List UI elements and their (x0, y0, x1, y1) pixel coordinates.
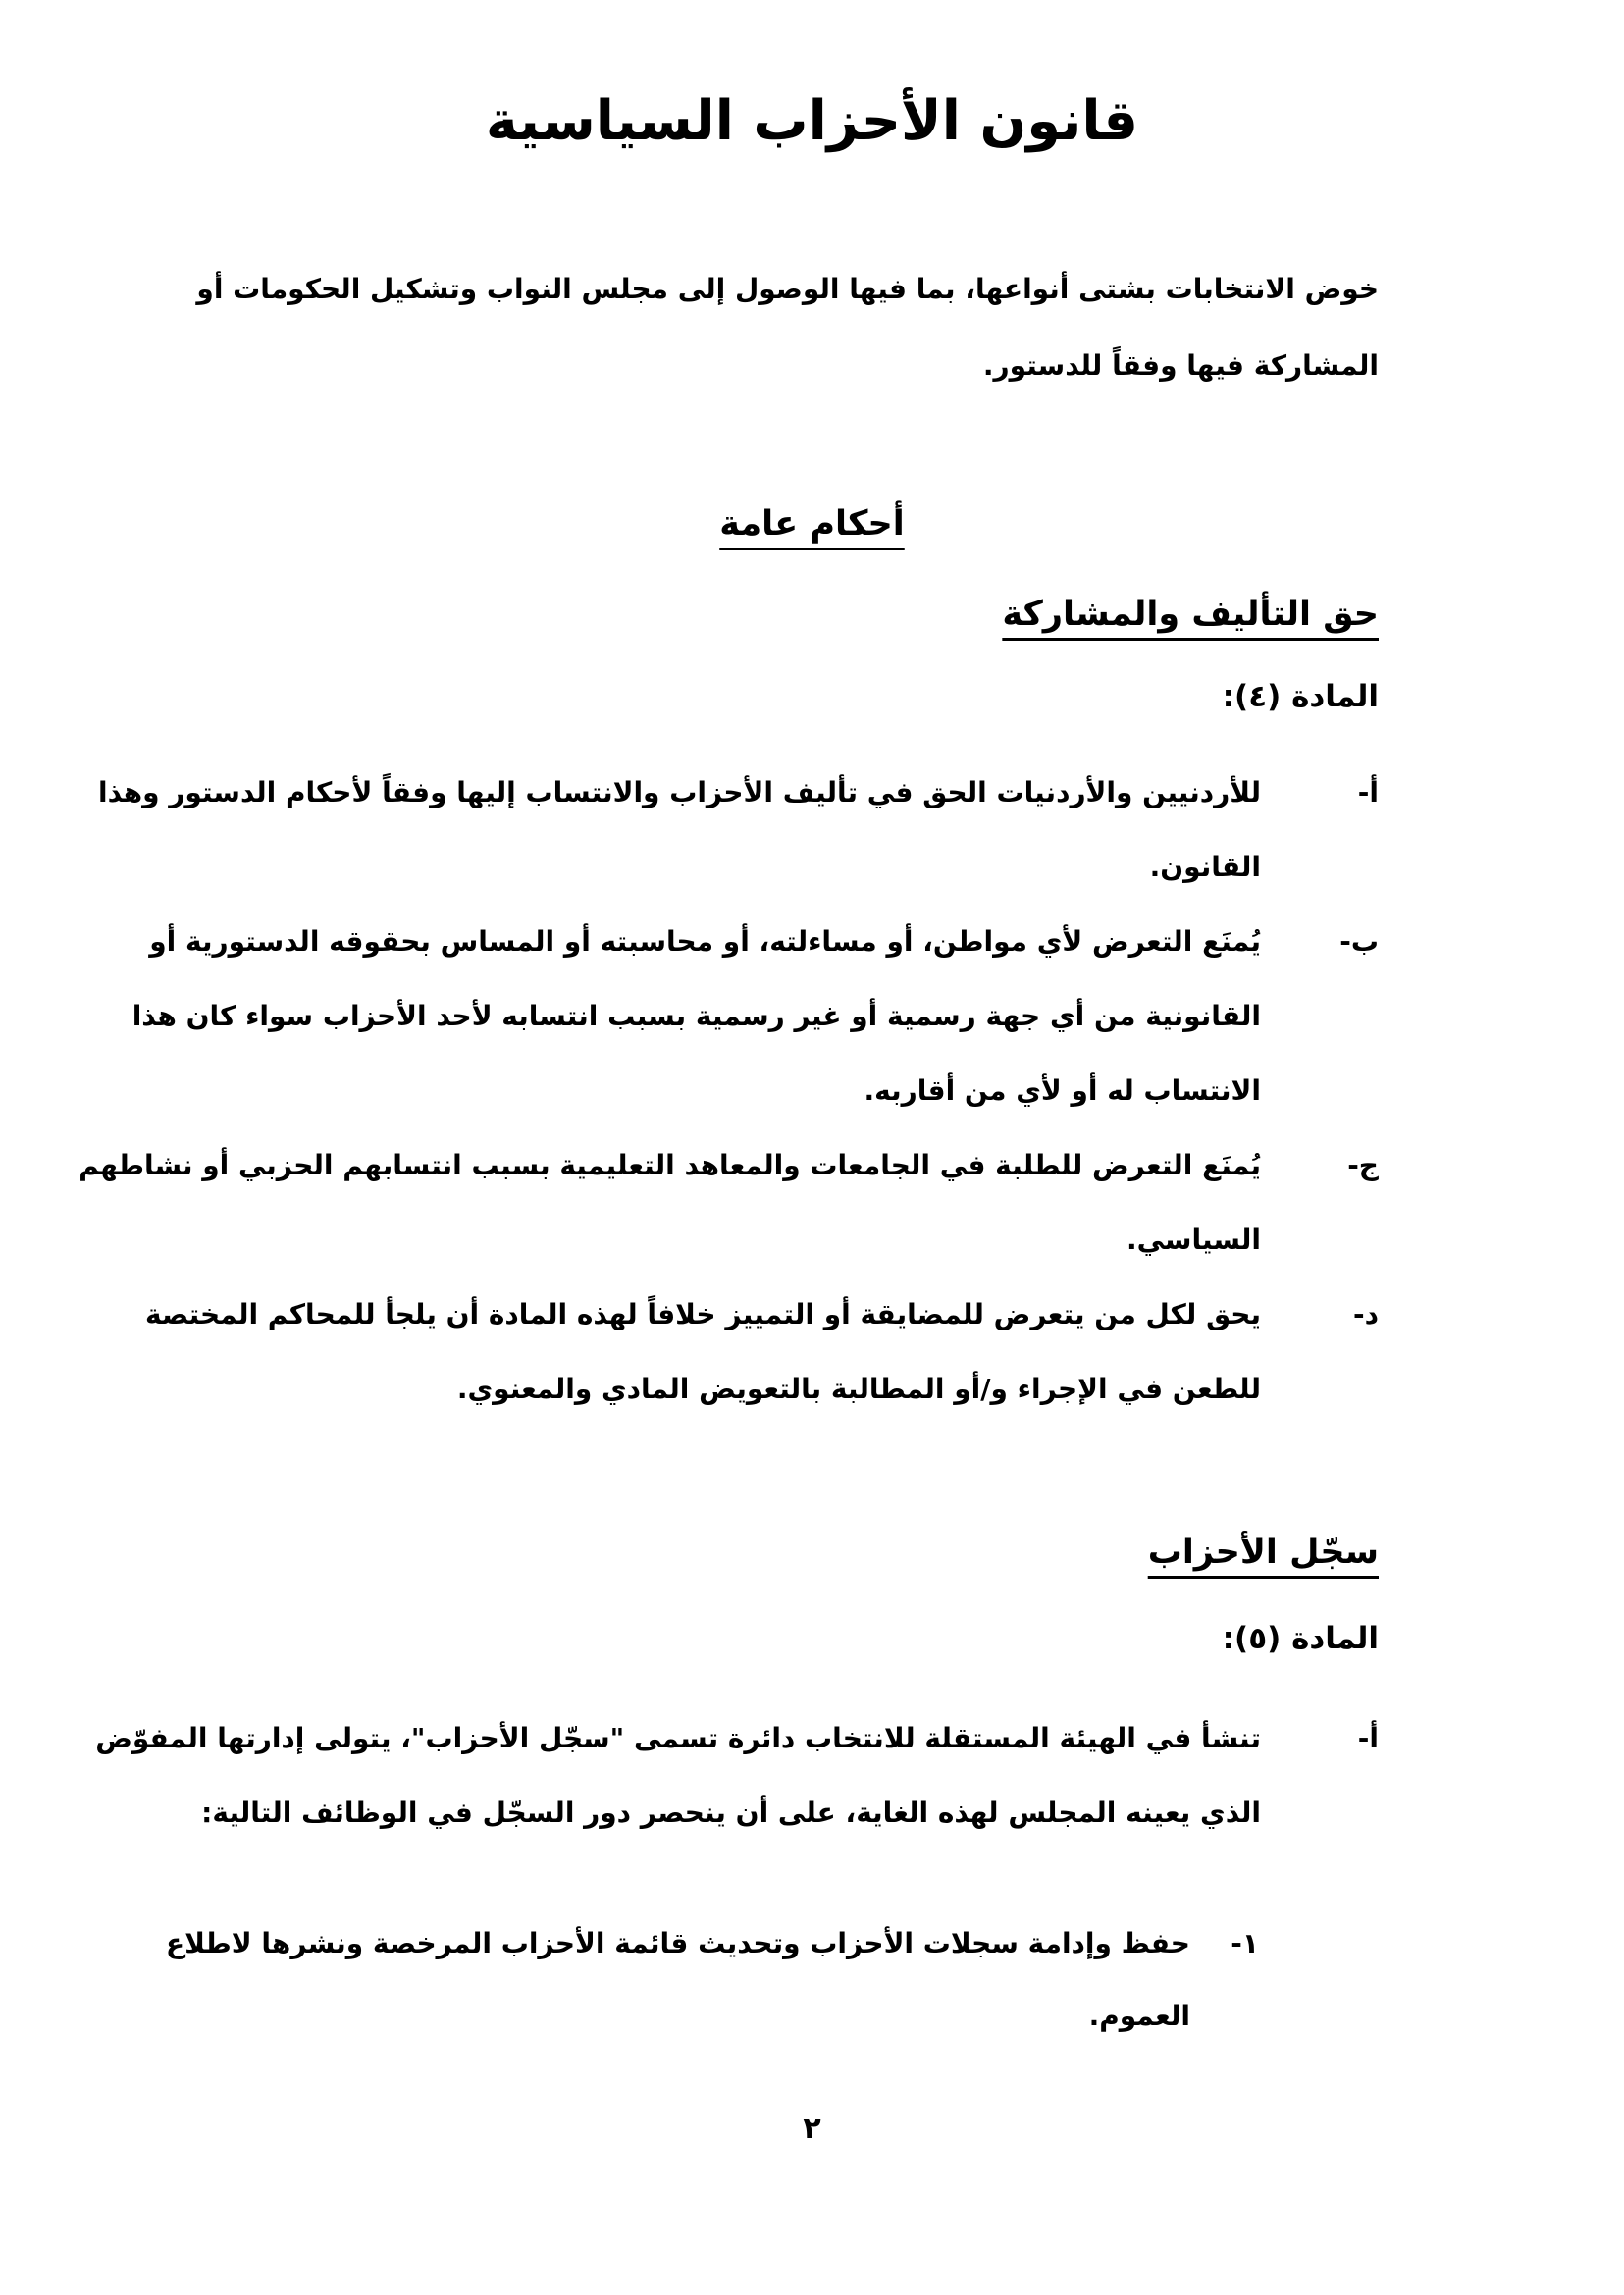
text-line: الانتساب له أو لأي من أقاربه. (864, 1074, 1261, 1107)
text-line: يُمنَع التعرض لأي مواطن، أو مساءلته، أو محاسبته أو المساس بحقوقه الدستورية أو (149, 925, 1261, 958)
article-5-items (95, 1701, 1379, 1851)
text-line: المشاركة فيها وفقاً للدستور. (982, 349, 1379, 382)
document-title: قانون الأحزاب السياسية (485, 89, 1139, 153)
list-item-marker: ج- (1347, 1149, 1379, 1181)
list-item (95, 1701, 1379, 1851)
article-5-label: المادة (٥): (1222, 1621, 1379, 1656)
parties-register-heading: سجّل الأحزاب (1147, 1533, 1379, 1572)
page-number: ٢ (803, 2112, 821, 2146)
general-provisions-heading: أحكام عامة (719, 504, 905, 544)
article-5-subitems (166, 1907, 1259, 2053)
text-line: القانونية من أي جهة رسمية أو غير رسمية بسبب انتسابه لأحد الأحزاب سواء كان هذا (131, 1000, 1261, 1032)
text-line: القانون. (1149, 851, 1261, 883)
text-line: للأردنيين والأردنيات الحق في تأليف الأحزاب والانتساب إليها وفقاً لأحكام الدستور وهذا (97, 776, 1261, 808)
list-item-marker: ب- (1339, 925, 1379, 958)
text-line: السياسي. (1126, 1224, 1261, 1256)
list-item-text (166, 1907, 1190, 2053)
formation-right-heading: حق التأليف والمشاركة (1002, 595, 1379, 634)
list-item-marker: د- (1353, 1298, 1379, 1330)
text-line: حفظ وإدامة سجلات الأحزاب وتحديث قائمة الأحزاب المرخصة ونشرها لاطلاع (166, 1927, 1190, 1959)
list-item-text (145, 1278, 1261, 1427)
article-4-label: المادة (٤): (1222, 679, 1379, 714)
text-line: خوض الانتخابات بشتى أنواعها، بما فيها الوصول إلى مجلس النواب وتشكيل الحكومات أو (196, 273, 1379, 305)
list-item-text (79, 1128, 1261, 1278)
article-4-items (79, 756, 1379, 1427)
list-item-text (95, 1701, 1261, 1851)
text-line: تنشأ في الهيئة المستقلة للانتخاب دائرة تسمى "سجّل الأحزاب"، يتولى إدارتها المفوّض (95, 1722, 1261, 1754)
list-item-marker: أ- (1357, 1722, 1379, 1754)
text-line: الذي يعينه المجلس لهذه الغاية، على أن ينحصر دور السجّل في الوظائف التالية: (201, 1797, 1261, 1829)
list-item-marker: أ- (1357, 776, 1379, 808)
list-item-text (131, 905, 1261, 1128)
list-item-marker: ١- (1231, 1927, 1259, 1959)
text-line: يحق لكل من يتعرض للمضايقة أو التمييز خلافاً لهذه المادة أن يلجأ للمحاكم المختصة (145, 1298, 1261, 1330)
list-item-text (97, 756, 1261, 905)
list-item (97, 756, 1379, 905)
list-item (79, 1128, 1379, 1278)
intro-paragraph (196, 251, 1379, 404)
list-item (145, 1278, 1379, 1427)
text-line: للطعن في الإجراء و/أو المطالبة بالتعويض المادي والمعنوي. (456, 1373, 1261, 1405)
text-line: العموم. (1088, 2000, 1190, 2032)
list-item (166, 1907, 1259, 2053)
text-line: يُمنَع التعرض للطلبة في الجامعات والمعاهد التعليمية بسبب انتسابهم الحزبي أو نشاطهم (79, 1149, 1261, 1181)
list-item (131, 905, 1379, 1128)
